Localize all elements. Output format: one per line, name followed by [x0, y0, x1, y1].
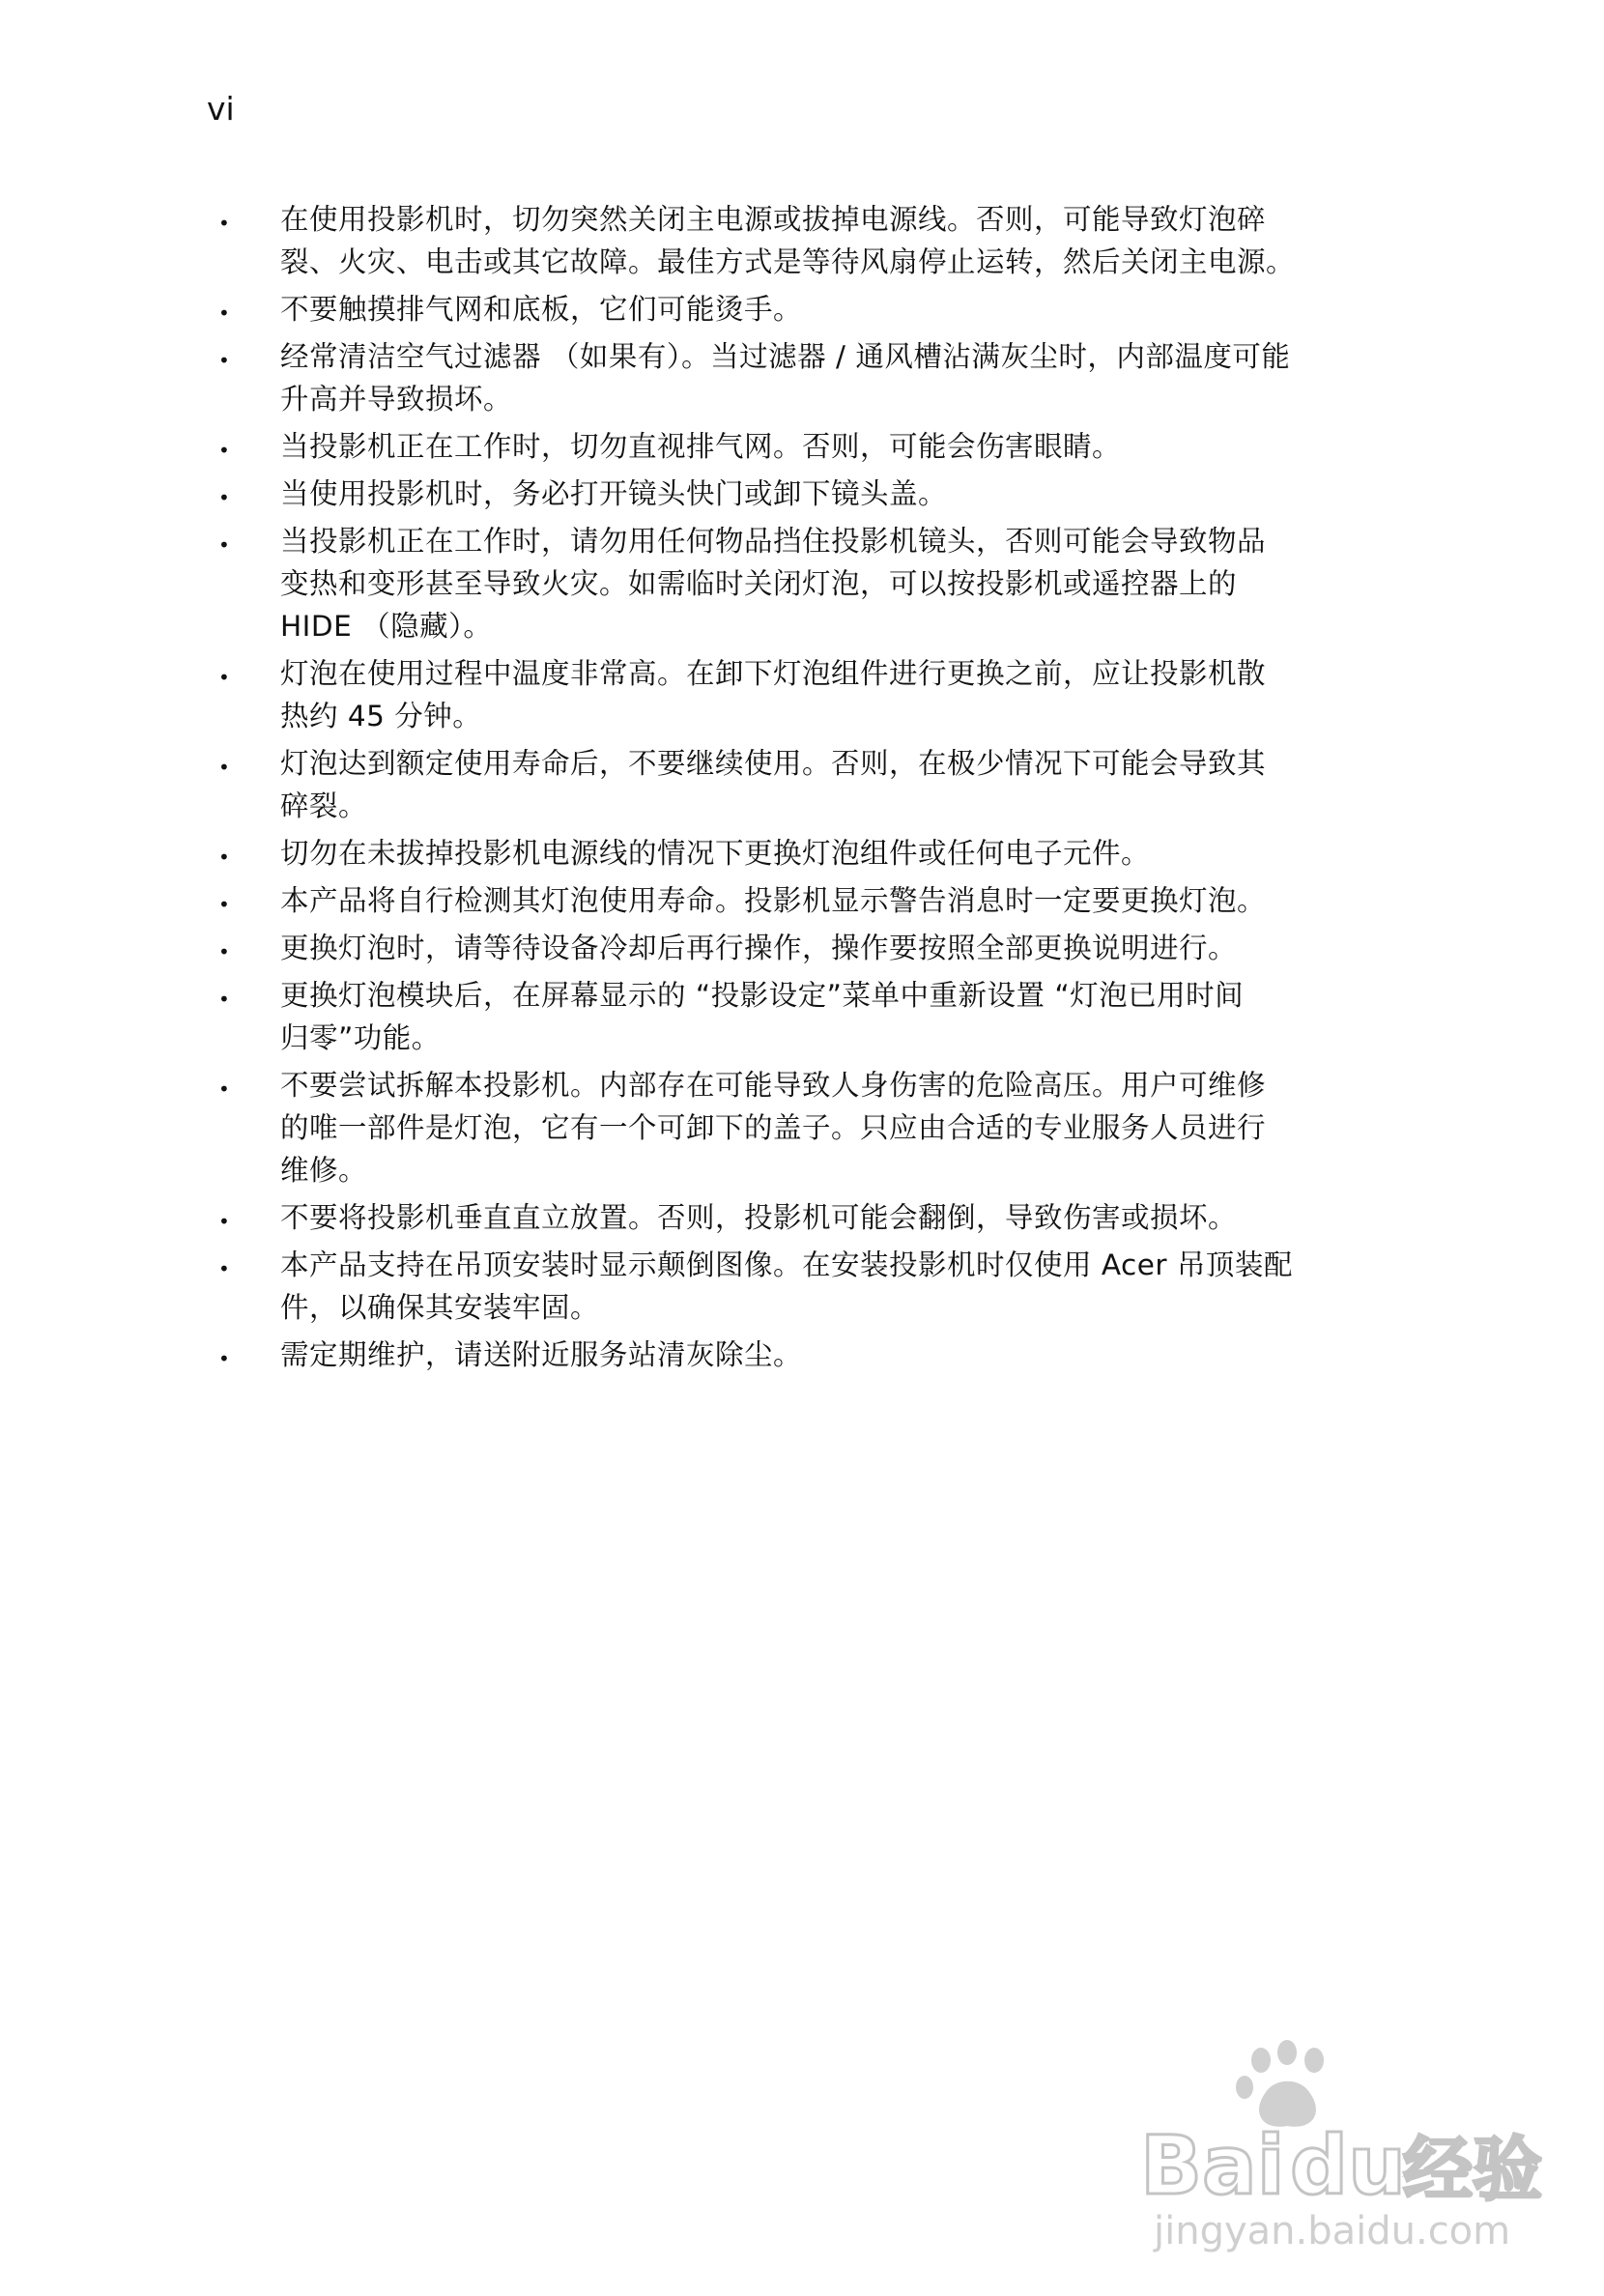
bullet-dot-icon: •: [218, 486, 230, 509]
bullet-text-line: 不要触摸排气网和底板，它们可能烫手。: [280, 293, 803, 326]
watermark-brand: Bai: [1140, 2118, 1285, 2213]
bullet-dot-icon: •: [218, 988, 230, 1011]
page-number: vi: [207, 90, 235, 128]
bullet-text-line: 在使用投影机时，切勿突然关闭主电源或拔掉电源线。否则，可能导致灯泡碎: [280, 203, 1267, 236]
bullet-text-line: 更换灯泡模块后，在屏幕显示的 “投影设定”菜单中重新设置 “灯泡已用时间: [280, 979, 1245, 1012]
bullet-text-line: 碎裂。: [280, 789, 368, 822]
paw-icon: [1236, 2040, 1324, 2127]
bullet-dot-icon: •: [218, 666, 230, 689]
bullet-text-line: 经常清洁空气过滤器 （如果有）。当过滤器 / 通风槽沾满灰尘时，内部温度可能: [280, 340, 1291, 373]
bullet-text-line: HIDE （隐藏）。: [280, 610, 493, 643]
bullet-dot-icon: •: [218, 756, 230, 779]
bullet-dot-icon: •: [218, 349, 230, 372]
bullet-text-line: 需定期维护，请送附近服务站清灰除尘。: [280, 1338, 803, 1371]
bullet-dot-icon: •: [218, 1347, 230, 1370]
watermark-url: jingyan.baidu.com: [1154, 2209, 1511, 2253]
bullet-text-line: 归零”功能。: [280, 1021, 441, 1054]
bullet-text-line: 裂、火灾、电击或其它故障。最佳方式是等待风扇停止运转，然后关闭主电源。: [280, 245, 1296, 278]
bullet-text-line: 的唯一部件是灯泡，它有一个可卸下的盖子。只应由合适的专业服务人员进行: [280, 1111, 1267, 1144]
bullet-text-line: 切勿在未拔掉投影机电源线的情况下更换灯泡组件或任何电子元件。: [280, 837, 1151, 870]
bullet-text-line: 维修。: [280, 1154, 368, 1187]
bullet-text-line: 热约 45 分钟。: [280, 700, 482, 732]
bullet-dot-icon: •: [218, 301, 230, 325]
bullet-text-line: 件，以确保其安装牢固。: [280, 1291, 600, 1324]
bullet-text-line: 当投影机正在工作时，请勿用任何物品挡住投影机镜头，否则可能会导致物品: [280, 525, 1267, 558]
bullet-dot-icon: •: [218, 1077, 230, 1101]
bullet-text-line: 更换灯泡时，请等待设备冷却后再行操作，操作要按照全部更换说明进行。: [280, 932, 1238, 964]
bullet-dot-icon: •: [218, 1257, 230, 1280]
bullet-dot-icon: •: [218, 439, 230, 462]
bullet-text-line: 变热和变形甚至导致火灾。如需临时关闭灯泡，可以按投影机或遥控器上的: [280, 567, 1238, 600]
bullet-text-line: 本产品支持在吊顶安装时显示颠倒图像。在安装投影机时仅使用 Acer 吊顶装配: [280, 1248, 1293, 1281]
bullet-dot-icon: •: [218, 893, 230, 916]
bullet-text-line: 本产品将自行检测其灯泡使用寿命。投影机显示警告消息时一定要更换灯泡。: [280, 884, 1267, 917]
bullet-dot-icon: •: [218, 533, 230, 557]
bullet-dot-icon: •: [218, 846, 230, 869]
bullet-text-line: 当使用投影机时，务必打开镜头快门或卸下镜头盖。: [280, 477, 948, 510]
bullet-dot-icon: •: [218, 940, 230, 963]
bullet-dot-icon: •: [218, 212, 230, 235]
watermark-logo: [1131, 2039, 1543, 2261]
watermark-jingyan: 经验: [1403, 2129, 1543, 2210]
bullet-dot-icon: •: [218, 1210, 230, 1233]
bullet-text-line: 不要将投影机垂直直立放置。否则，投影机可能会翻倒，导致伤害或损坏。: [280, 1201, 1238, 1234]
bullet-text-line: 升高并导致损坏。: [280, 383, 513, 416]
bullet-text-line: 灯泡在使用过程中温度非常高。在卸下灯泡组件进行更换之前，应让投影机散: [280, 657, 1267, 690]
bullet-text-line: 灯泡达到额定使用寿命后，不要继续使用。否则，在极少情况下可能会导致其: [280, 747, 1267, 780]
watermark-du: du: [1290, 2118, 1406, 2213]
bullet-text-line: 不要尝试拆解本投影机。内部存在可能导致人身伤害的危险高压。用户可维修: [280, 1069, 1267, 1102]
baidu-jingyan-watermark: [1131, 2039, 1543, 2261]
bullet-text-line: 当投影机正在工作时，切勿直视排气网。否则，可能会伤害眼睛。: [280, 430, 1122, 463]
